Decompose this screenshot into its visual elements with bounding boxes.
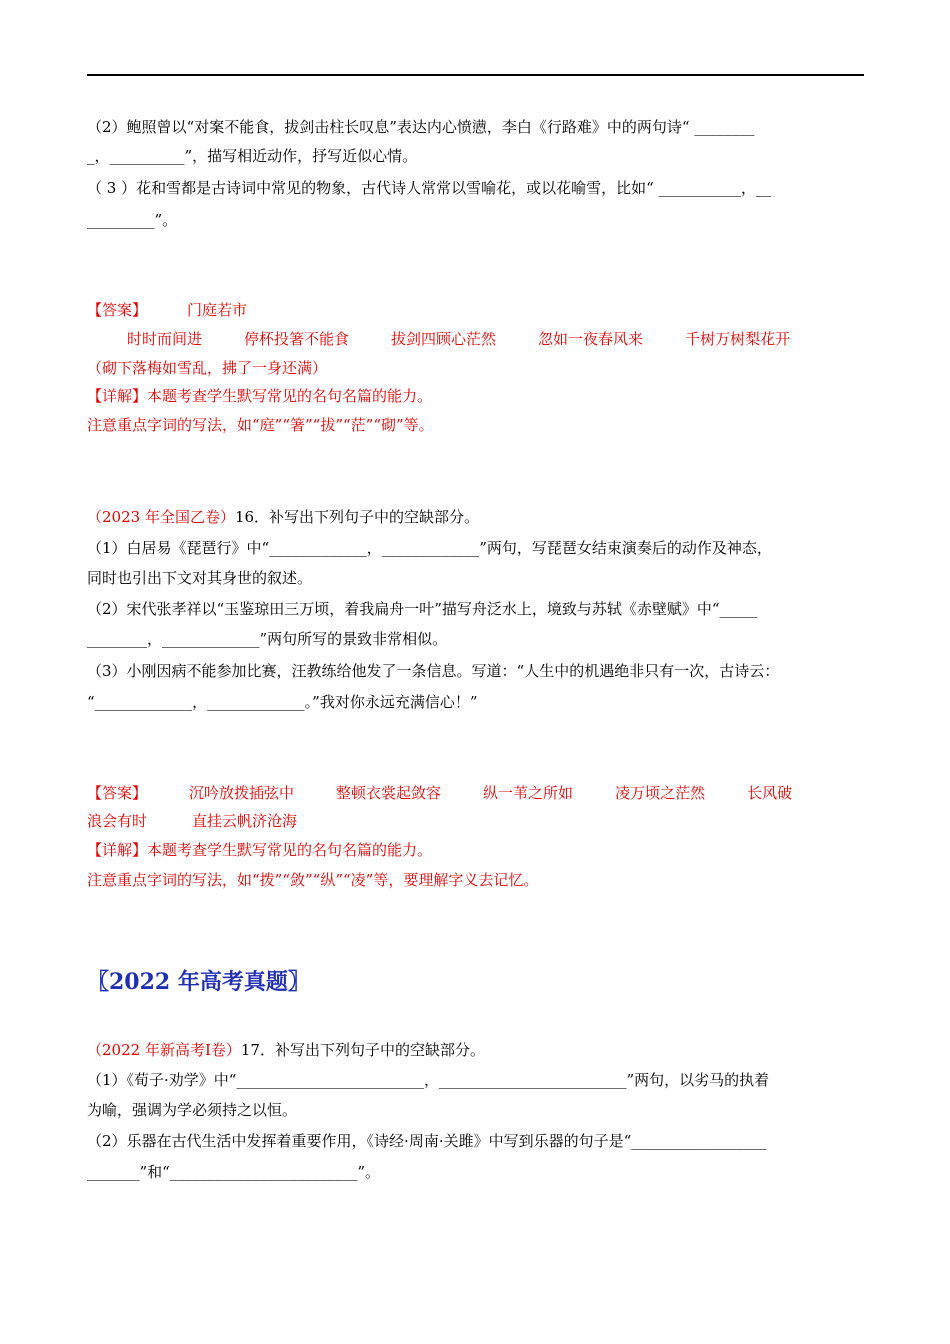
question-3-line-2: _________”。 <box>87 211 178 229</box>
answer-item: 门庭若市 <box>187 301 248 319</box>
answer-line-2 <box>87 325 867 354</box>
question-16-1-line-1: （1）白居易《琵琶行》中“_____________，_____________”两句，写琵琶女结束演奏后的动作及神态， <box>87 539 772 557</box>
answer-item: 长风破 <box>747 784 793 802</box>
question-3-line-1: （ 3 ）花和雪都是古诗词中常见的物象，古代诗人常常以雪喻花，或以花喻雪，比如“ ___________，__ <box>87 179 772 197</box>
answer-item: 忽如一夜春风来 <box>538 330 644 348</box>
question-17-stem <box>87 1036 867 1065</box>
answer-item: 拔剑四顾心茫然 <box>391 330 497 348</box>
answer-item: 千树万树梨花开 <box>685 330 791 348</box>
answer-item: 凌万顷之茫然 <box>615 784 706 802</box>
answer-item: 整顿衣裳起敛容 <box>336 784 442 802</box>
question-17-1-line-2: 为喻，强调为学必须持之以恒。 <box>87 1101 298 1119</box>
header-rule <box>87 74 864 76</box>
question-16-stem <box>87 503 867 532</box>
answer-line-2 <box>87 807 867 836</box>
question-2-line-1: （2）鲍照曾以“对案不能食，拔剑击柱长叹息”表达内心愤懑，李白《行路难》中的两句诗“ ________ <box>87 118 755 136</box>
answer-label: 【答案】 <box>87 301 148 319</box>
answer-item: 浪会有时 <box>87 812 148 830</box>
question-stem: 17．补写出下列句子中的空缺部分。 <box>240 1041 485 1059</box>
question-17-1-line-1: （1）《荀子·劝学》中“_________________________，_________________________”两句，以劣马的执着 <box>87 1071 770 1089</box>
detail-note: 注意重点字词的写法，如“庭”“箸”“拔”“茫”“砌”等。 <box>87 416 434 434</box>
answer-line-3 <box>87 354 867 383</box>
answer-line-1 <box>87 779 867 808</box>
answer-item: 纵一苇之所如 <box>483 784 574 802</box>
detail-text: 本题考查学生默写常见的名句名篇的能力。 <box>147 841 433 859</box>
question-17-2-line-1: （2）乐器在古代生活中发挥着重要作用，《诗经·周南·关雎》中写到乐器的句子是“__________________ <box>87 1132 767 1150</box>
question-17-2-line-2: _______”和“_________________________”。 <box>87 1163 381 1181</box>
section-heading: 〖2022 年高考真题〗 <box>87 969 310 995</box>
answer-label: 【答案】 <box>87 784 148 802</box>
question-2-line-2: _，__________”，描写相近动作，抒写近似心情。 <box>87 147 418 165</box>
question-source: （2023 年全国乙卷） <box>87 508 235 526</box>
question-16-2-line-1: （2）宋代张孝祥以“玉鉴琼田三万顷，着我扁舟一叶”描写舟泛水上，境致与苏轼《赤壁赋》中“_____ <box>87 600 758 618</box>
question-16-3-line-1: （3）小刚因病不能参加比赛，汪教练给他发了一条信息。写道：“人生中的机遇绝非只有一次，古诗云： <box>87 662 780 680</box>
answer-item: 沉吟放拨插弦中 <box>189 784 295 802</box>
detail-label: 【详解】 <box>87 387 148 405</box>
answer-item: （砌下落梅如雪乱，拂了一身还满） <box>87 359 328 377</box>
detail-line <box>87 382 867 411</box>
question-16-1-line-2: 同时也引出下文对其身世的叙述。 <box>87 569 313 587</box>
question-16-2-line-2: ________，_____________”两句所写的景致非常相似。 <box>87 630 448 648</box>
answer-item: 直挂云帆济沧海 <box>192 812 298 830</box>
answer-item: 停杯投箸不能食 <box>244 330 350 348</box>
question-source: （2022 年新高考Ⅰ卷） <box>87 1041 241 1059</box>
detail-label: 【详解】 <box>87 841 148 859</box>
detail-note: 注意重点字词的写法，如“拨”“敛”“纵”“凌”等，要理解字义去记忆。 <box>87 871 539 889</box>
answer-line-1 <box>87 296 867 325</box>
question-stem: 16．补写出下列句子中的空缺部分。 <box>234 508 480 526</box>
answer-item: 时时而间进 <box>127 330 203 348</box>
detail-text: 本题考查学生默写常见的名句名篇的能力。 <box>147 387 433 405</box>
detail-line <box>87 836 867 865</box>
question-16-3-line-2: “_____________，_____________。”我对你永远充满信心！” <box>87 693 478 711</box>
